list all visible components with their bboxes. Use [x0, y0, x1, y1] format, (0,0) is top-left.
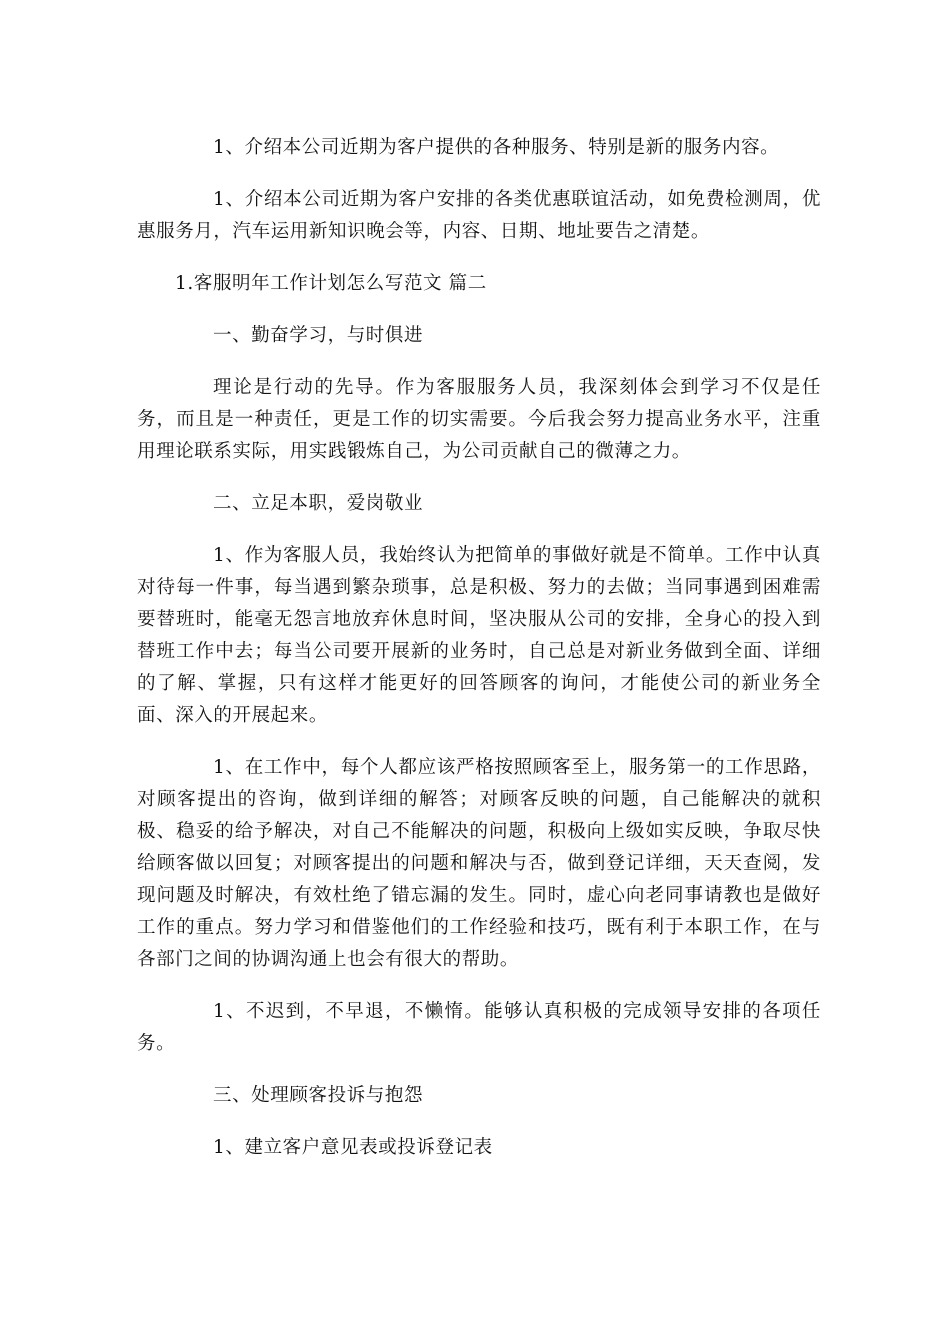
paragraph-study: 理论是行动的先导。作为客服服务人员，我深刻体会到学习不仅是任务，而且是一种责任，更是工作的切实需要。今后我会努力提高业务水平，注重用理论联系实际，用实践锻炼自己，为公司贡献自己的微薄之力。 [137, 377, 821, 462]
heading-complaints: 三、处理顾客投诉与抱怨 [213, 1085, 424, 1106]
paragraph-complaint-form: 1、建立客户意见表或投诉登记表 [213, 1137, 493, 1158]
section-title-part-two: 1.客服明年工作计划怎么写范文 篇二 [175, 273, 487, 294]
paragraph-service-intro: 1、介绍本公司近期为客户提供的各种服务、特别是新的服务内容。 [213, 137, 780, 158]
paragraph-dedication-2: 1、在工作中，每个人都应该严格按照顾客至上，服务第一的工作思路，对顾客提出的咨询，做到详细的解答；对顾客反映的问题，自己能解决的就积极、稳妥的给予解决，对自己不能解决的问题，积极向上级如实反映，争取尽快给顾客做以回复；对顾客提出的问题和解决与否，做到登记详细，天天查阅，发现问题及时解决，有效杜绝了错忘漏的发生。同时，虚心向老同事请教也是做好工作的重点。努力学习和借鉴他们的工作经验和技巧，既有利于本职工作，在与各部门之间的协调沟通上也会有很大的帮助。 [137, 757, 821, 970]
heading-study: 一、勤奋学习，与时俱进 [213, 325, 424, 346]
heading-dedication: 二、立足本职，爱岗敬业 [213, 493, 424, 514]
document-body [137, 132, 821, 1184]
paragraph-promotion-intro: 1、介绍本公司近期为客户安排的各类优惠联谊活动，如免费检测周，优惠服务月，汽车运用新知识晚会等，内容、日期、地址要告之清楚。 [137, 189, 821, 242]
paragraph-dedication-1: 1、作为客服人员，我始终认为把简单的事做好就是不简单。工作中认真对待每一件事，每当遇到繁杂琐事，总是积极、努力的去做；当同事遇到困难需要替班时，能毫无怨言地放弃休息时间，坚决服从公司的安排，全身心的投入到替班工作中去；每当公司要开展新的业务时，自己总是对新业务做到全面、详细的了解、掌握，只有这样才能更好的回答顾客的询问，才能使公司的新业务全面、深入的开展起来。 [137, 545, 821, 726]
paragraph-attendance: 1、不迟到，不早退，不懒惰。能够认真积极的完成领导安排的各项任务。 [137, 1001, 821, 1054]
